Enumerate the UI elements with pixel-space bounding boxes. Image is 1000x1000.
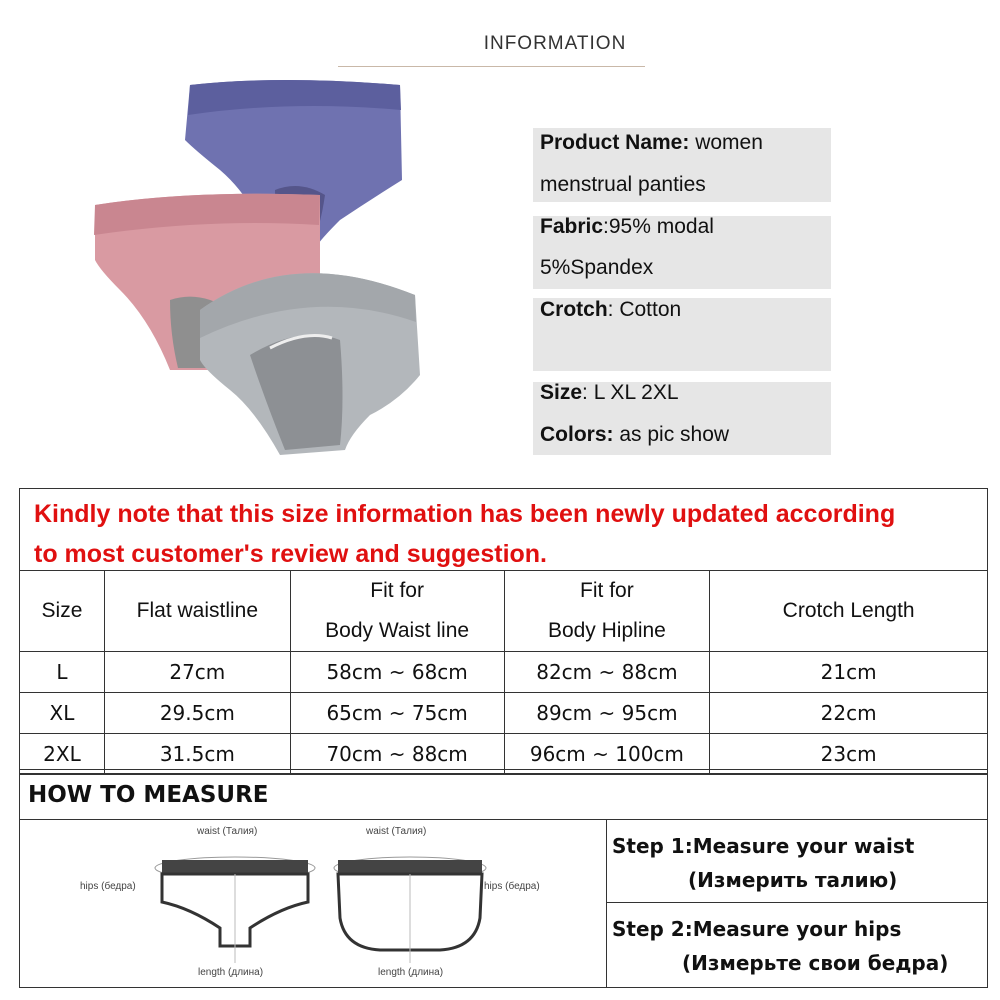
size-table xyxy=(19,570,988,775)
colors-value: as pic show xyxy=(613,423,730,446)
brief-back-diagram xyxy=(330,838,490,968)
length-label-back: length (длина) xyxy=(378,967,444,978)
hips-label-front: hips (бедра) xyxy=(80,881,136,892)
brief-front-diagram xyxy=(150,838,320,968)
cell-hip: 96cm ~ 100cm xyxy=(504,734,710,775)
cell-crotch: 22cm xyxy=(710,693,988,734)
cell-crotch: 21cm xyxy=(710,652,988,693)
cell-waist: 65cm ~ 75cm xyxy=(290,693,504,734)
gray-panties xyxy=(200,273,420,455)
table-row xyxy=(20,734,988,775)
cell-size: 2XL xyxy=(20,734,105,775)
waist-label-front: waist (Талия) xyxy=(197,826,258,837)
step-2-text: Step 2:Measure your hips xyxy=(612,917,902,941)
table-row xyxy=(20,693,988,734)
measure-title: HOW TO MEASURE xyxy=(28,782,269,808)
cell-hip: 89cm ~ 95cm xyxy=(504,693,710,734)
steps-divider xyxy=(606,820,607,988)
cell-waist: 58cm ~ 68cm xyxy=(290,652,504,693)
steps-separator xyxy=(606,902,988,903)
size-line xyxy=(540,381,679,405)
colors-line xyxy=(540,423,729,447)
fabric-line xyxy=(540,215,714,239)
header-flat-waistline: Flat waistline xyxy=(104,571,290,652)
crotch-value: : Cotton xyxy=(607,298,682,321)
notice-line-2: to most customer's review and suggestion. xyxy=(34,540,548,568)
fabric-label: Fabric xyxy=(540,215,604,238)
crotch-label: Crotch xyxy=(540,298,608,321)
page-title: INFORMATION xyxy=(483,33,627,54)
fabric-value: :95% modal xyxy=(603,215,714,238)
header-fit-hip-line-1: Fit for xyxy=(580,579,634,602)
header-fit-hip xyxy=(504,571,710,652)
cell-size: L xyxy=(20,652,105,693)
header-fit-hip-line-2: Body Hipline xyxy=(547,619,666,642)
fabric-line-2: 5%Spandex xyxy=(540,256,654,279)
product-name-label: Product Name: xyxy=(540,131,690,154)
cell-waist: 70cm ~ 88cm xyxy=(290,734,504,775)
title-underline xyxy=(338,66,645,67)
size-notice xyxy=(34,494,984,574)
size-label: Size xyxy=(540,381,583,404)
hips-label-back: hips (бедра) xyxy=(484,881,540,892)
header-fit-waist xyxy=(290,571,504,652)
crotch-line xyxy=(540,298,681,322)
product-photo xyxy=(70,70,450,470)
table-header-row xyxy=(20,571,988,652)
header-fit-waist-line-2: Body Waist line xyxy=(325,619,470,642)
product-name-value: women xyxy=(689,131,763,154)
length-label-front: length (длина) xyxy=(198,967,264,978)
cell-flat: 27cm xyxy=(104,652,290,693)
notice-line-1: Kindly note that this size information has been newly updated according xyxy=(34,500,896,528)
waist-label-back: waist (Талия) xyxy=(366,826,427,837)
header-crotch-length: Crotch Length xyxy=(710,571,988,652)
cell-flat: 31.5cm xyxy=(104,734,290,775)
cell-hip: 82cm ~ 88cm xyxy=(504,652,710,693)
table-row xyxy=(20,652,988,693)
step-1-text: Step 1:Measure your waist xyxy=(612,834,915,858)
colors-label: Colors: xyxy=(540,423,614,446)
product-name-line-2: menstrual panties xyxy=(540,173,706,196)
size-value: : L XL 2XL xyxy=(582,381,679,404)
header-size: Size xyxy=(20,571,105,652)
cell-size: XL xyxy=(20,693,105,734)
cell-flat: 29.5cm xyxy=(104,693,290,734)
product-name-line xyxy=(540,131,763,155)
step-1-russian: (Измерить талию) xyxy=(688,868,898,892)
step-2-russian: (Измерьте свои бедра) xyxy=(682,951,949,975)
header-fit-waist-line-1: Fit for xyxy=(370,579,424,602)
cell-crotch: 23cm xyxy=(710,734,988,775)
